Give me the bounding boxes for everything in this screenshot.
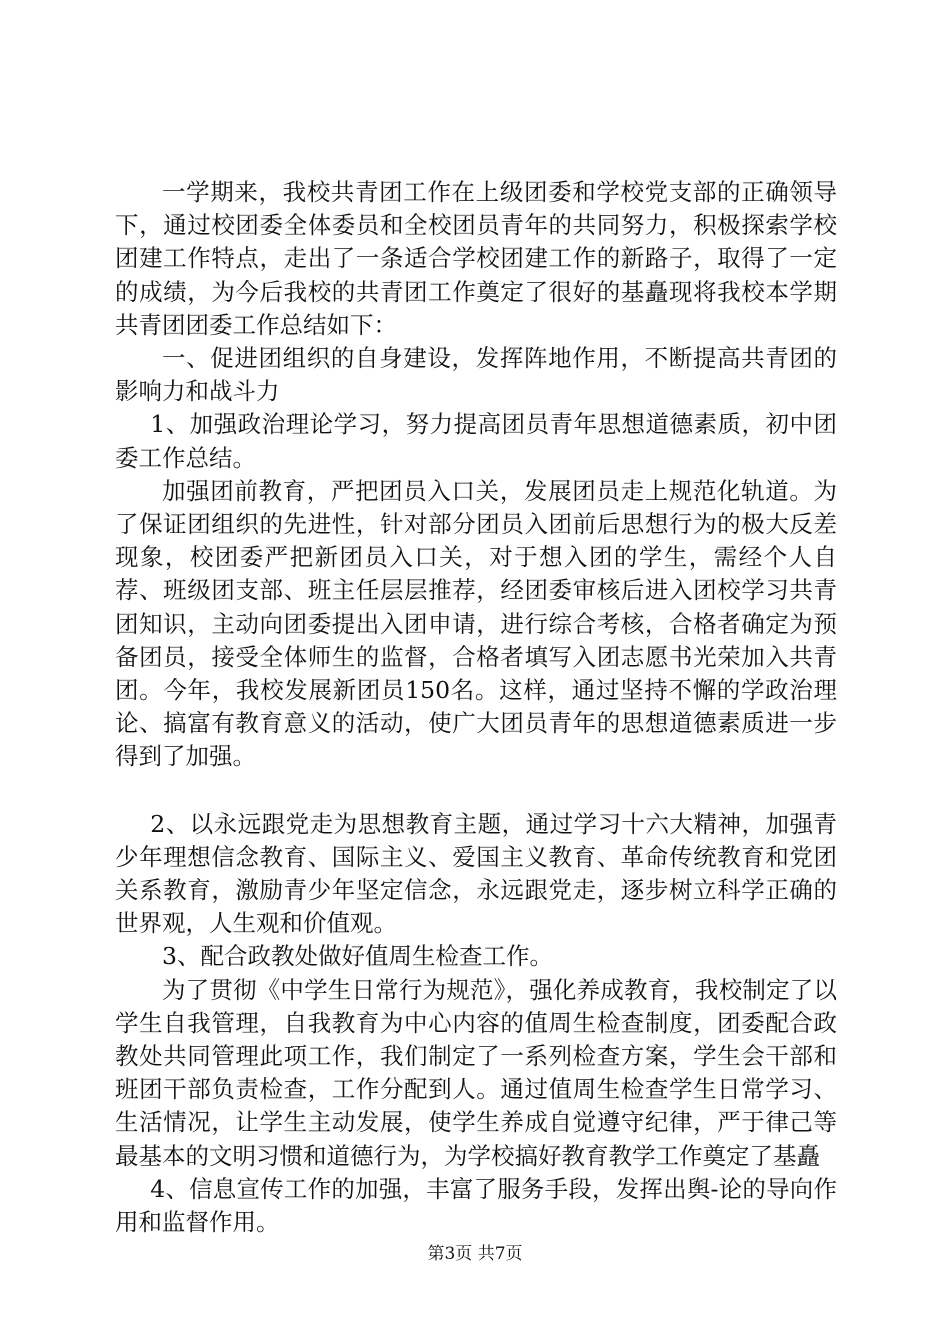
paragraph-item-3: 3、配合政教处做好值周生检查工作。 (162, 942, 553, 971)
paragraph-section-1-heading: 一、促进团组织的自身建设，发挥阵地作用，不断提高共青团的影响力和战斗力 (115, 344, 837, 406)
document-body (115, 176, 837, 1239)
paragraph-intro: 一学期来，我校共青团工作在上级团委和学校党支部的正确领导下，通过校团委全体委员和全校团员青年的共同努力，积极探索学校团建工作特点，走出了一条适合学校团建工作的新路子，取得了一定的成绩，为今后我校的共青团工作奠定了很好的基矗现将我校本学期共青团团委工作总结如下： (115, 178, 837, 339)
paragraph-item-1: 1、加强政治理论学习，努力提高团员青年思想道德素质，初中团委工作总结。 (115, 410, 837, 472)
paragraph-item-2: 2、以永远跟党走为思想教育主题，通过学习十六大精神，加强青少年理想信念教育、国际主义、爱国主义教育、革命传统教育和党团关系教育，激励青少年坚定信念，永远跟党走，逐步树立科学正确的世界观，人生观和价值观。 (115, 809, 837, 938)
paragraph-item-4: 4、信息宣传工作的加强，丰富了服务手段，发挥出舆-论的导向作用和监督作用。 (115, 1174, 837, 1237)
page-number-footer: 第3页 共7页 (427, 1244, 523, 1264)
paragraph-item-1-detail: 加强团前教育，严把团员入口关，发展团员走上规范化轨道。为了保证团组织的先进性，针对部分团员入团前后思想行为的极大反差现象，校团委严把新团员入口关，对于想入团的学生，需经个人自荐、班级团支部、班主任层层推荐，经团委审核后进入团校学习共青团知识，主动向团委提出入团申请，进行综合考核，合格者确定为预备团员，接受全体师生的监督，合格者填写入团志愿书光荣加入共青团。今年，我校发展新团员150名。这样，通过坚持不懈的学政治理论、搞富有教育意义的活动，使广大团员青年的思想道德素质进一步得到了加强。 (115, 476, 837, 771)
paragraph-item-3-detail: 为了贯彻《中学生日常行为规范》，强化养成教育，我校制定了以学生自我管理，自我教育为中心内容的值周生检查制度，团委配合政教处共同管理此项工作，我们制定了一系列检查方案，学生会干部和班团干部负责检查，工作分配到人。通过值周生检查学生日常学习、生活情况，让学生主动发展，使学生养成自觉遵守纪律，严于律己等最基本的文明习惯和道德行为，为学校搞好教育教学工作奠定了基矗 (115, 975, 837, 1170)
